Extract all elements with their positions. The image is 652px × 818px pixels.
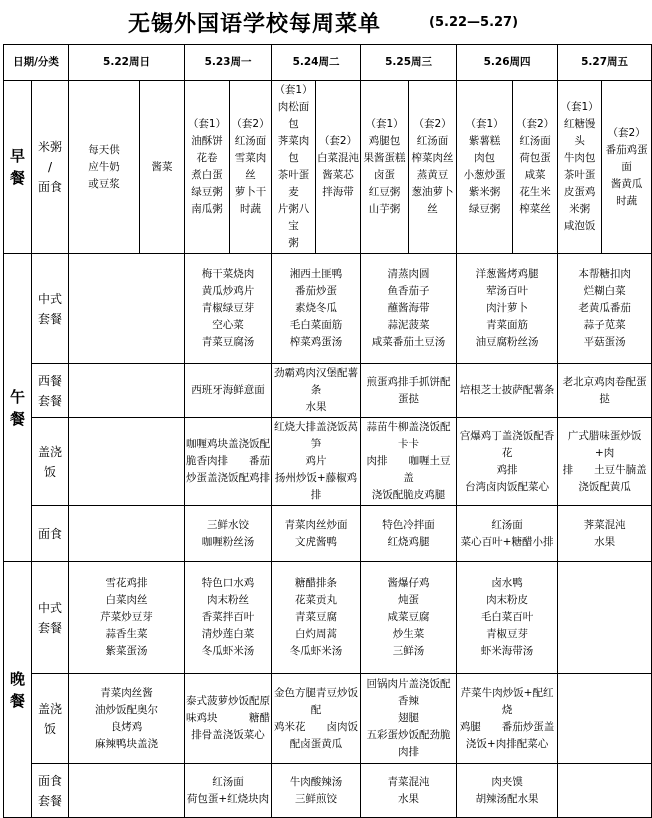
cell-line: 白菜混沌 [317, 152, 360, 164]
cell-line: 荠菜混沌 [583, 518, 626, 531]
cell-line: 小葱炒蛋 [463, 169, 506, 181]
breakfast-sun-a [69, 81, 140, 254]
lunch-western-wed: 煎蛋鸡排手抓饼配蛋挞 [361, 364, 457, 418]
lunch-rice-row [4, 418, 652, 506]
dinner-set-mon [185, 562, 272, 674]
cell-line: 葱油萝卜丝 [411, 186, 454, 215]
dinner-noodle-row [4, 764, 652, 818]
breakfast-thu-set2 [513, 81, 558, 254]
cell-line: 特色口水鸡 [201, 577, 255, 589]
lunch-western-fri: 老北京鸡肉卷配蛋挞 [558, 364, 652, 418]
cell-line: 鸡米花 卤肉饭 [274, 720, 359, 733]
title-row [0, 0, 630, 44]
cell-line: 榨菜鸡蛋汤 [289, 336, 343, 348]
lunch-noodle-fri [558, 506, 652, 562]
cell-line: 三鲜汤 [392, 645, 425, 657]
cell-line: 荷包蛋 [519, 152, 551, 164]
cell-line: 饭 [43, 464, 56, 479]
cell-line: 糖醋排条 [295, 577, 338, 589]
cell-line: 芹菜炒豆芽 [100, 611, 153, 623]
cell-line: 茶叶蛋麦 [277, 169, 310, 198]
cell-line: 回锅肉片盖浇饭配香辣 [366, 678, 451, 707]
cell-line: 牛肉酸辣汤 [289, 775, 343, 788]
cell-line: 肉汁萝卜 [486, 302, 529, 314]
cell-line: 脆香肉排 番茄 [186, 455, 271, 467]
lunch-noodle-mon [185, 506, 272, 562]
cell-line: 三鲜水饺 [207, 518, 250, 531]
cell-line: 水果 [594, 535, 616, 548]
cell-line: 面食 [37, 180, 62, 194]
cell-line: 餐 [9, 409, 25, 428]
cell-line: （套2） [231, 118, 270, 130]
lunch-rice-fri [558, 418, 652, 506]
cell-line: 肉排 咖喱土豆盖 [366, 455, 451, 484]
category-label [32, 506, 69, 562]
cell-line: 本帮糖扣肉 [578, 268, 631, 280]
cell-line: 老黄瓜番茄 [578, 302, 631, 314]
cell-line: 炒蛋盖浇饭配鸡排 [186, 472, 271, 484]
cell-line: 红烧鸡腿 [387, 535, 430, 548]
cell-line: 中式 [37, 600, 62, 615]
cell-line: 时蔬 [616, 194, 638, 207]
cell-line: 炒生菜 [392, 628, 425, 640]
lunch-noodle-thu [457, 506, 558, 562]
breakfast-fri-set1 [558, 81, 602, 254]
cell-line: 油豆腐粉丝汤 [475, 336, 539, 348]
lunch-set-tue [272, 254, 361, 364]
header-row [4, 45, 652, 81]
cell-line: 榨菜肉丝 [411, 152, 454, 164]
lunch-western-tue [272, 364, 361, 418]
cell-line: 应牛奶 [88, 160, 120, 173]
category-label [32, 764, 69, 818]
dinner-rice-mon [185, 674, 272, 764]
cell-line: （套1） [365, 118, 404, 130]
cell-line: 片粥八宝 [277, 203, 310, 232]
cell-line: 每天供 [88, 143, 120, 156]
cell-line: 盖浇 [37, 701, 62, 716]
cell-line: 肉包 [474, 152, 496, 164]
cell-line: 平菇蛋汤 [583, 336, 626, 348]
cell-line: 红糖馒头 [563, 118, 596, 147]
cell-line: 油酥饼 [191, 135, 223, 147]
cell-line: 毛白菜面筋 [289, 319, 343, 331]
lunch-set-thu [457, 254, 558, 364]
cell-line: 红汤面 [212, 775, 244, 788]
cell-line: 米粥 [37, 140, 62, 154]
category-label [32, 81, 69, 254]
empty-cell [69, 764, 185, 818]
cell-line: 牛肉包 [563, 152, 596, 164]
cell-line: 蘸酱海带 [387, 302, 430, 314]
cell-line: 毛白菜百叶 [480, 611, 534, 623]
empty-cell [69, 418, 185, 506]
empty-cell [69, 254, 185, 364]
cell-line: 浇饭+肉排配菜心 [465, 737, 549, 750]
cell-line: 胡辣汤配水果 [475, 792, 539, 805]
cell-line: 粥 [288, 237, 299, 249]
cell-line: （套2） [413, 118, 452, 130]
cell-line: 肉夹馍 [491, 775, 523, 788]
cell-line: 劲霸鸡肉汉堡配薯条 [274, 367, 359, 396]
cell-line: 扬州炒饭+藤椒鸡排 [274, 472, 358, 501]
cell-line: / [47, 160, 53, 174]
cell-line: 泰式菠萝炒饭配原 [186, 695, 271, 707]
cell-line: 套餐 [37, 793, 62, 808]
cell-line: 榨菜丝 [519, 203, 551, 215]
cell-line: 蒜泥菠菜 [387, 319, 430, 331]
meal-label [4, 254, 32, 562]
cell-line: 配卤蛋黄瓜 [289, 737, 343, 750]
cell-line: 花生米 [519, 186, 551, 198]
cell-line: 绿豆粥 [191, 186, 223, 198]
cell-line: 套餐 [37, 393, 62, 408]
dinner-noodle-thu [457, 764, 558, 818]
cell-line: 咖喱粉丝汤 [201, 535, 255, 548]
cell-line: 金色方腿青豆炒饭配 [274, 686, 359, 716]
cell-line: 良烤鸡 [110, 720, 143, 733]
cell-line: 花卷 [196, 152, 218, 164]
cell-line: 台湾卤肉饭配菜心 [465, 480, 550, 493]
cell-line: 酱菜芯 [322, 169, 354, 181]
cell-line: 红汤面 [491, 518, 523, 531]
cell-line: 咖喱鸡块盖浇饭配 [186, 438, 271, 450]
empty-cell [69, 364, 185, 418]
cell-line: 酱黄瓜 [610, 177, 643, 190]
breakfast-sun-b [140, 81, 185, 254]
lunch-western-row [4, 364, 652, 418]
cell-line: 鱼香茄子 [387, 285, 430, 297]
cell-line: 冬瓜虾米汤 [289, 645, 343, 657]
dinner-set-wed [361, 562, 457, 674]
cell-line: 青菜面筋 [486, 319, 529, 331]
cell-line: 餐 [9, 691, 25, 710]
cell-line: 咸菜番茄土豆汤 [371, 336, 446, 348]
cell-line: 宫爆鸡丁盖浇饭配香花 [459, 429, 555, 459]
cell-line: 紫菜蛋汤 [105, 645, 148, 657]
breakfast-wed-set1 [361, 81, 409, 254]
breakfast-tue-set1 [272, 81, 316, 254]
cell-line: 套餐 [37, 620, 62, 635]
dinner-rice-row [4, 674, 652, 764]
empty-cell [558, 674, 652, 764]
lunch-set-mon [185, 254, 272, 364]
cell-line: 鸡片 [305, 455, 327, 467]
cell-line: 肉末粉丝 [207, 594, 250, 606]
cell-line: 面食 [37, 526, 62, 541]
breakfast-row [4, 81, 652, 254]
cell-line: 红烧大排盖浇饭莴笋 [274, 421, 359, 450]
breakfast-mon-set2 [230, 81, 272, 254]
cell-line: 三鲜煎饺 [295, 792, 338, 805]
cell-line: 清炒莲白菜 [201, 628, 255, 640]
cell-line: 水果 [305, 401, 327, 413]
cell-line: 拌海带 [322, 186, 354, 198]
cell-line: 番茄鸡蛋面 [605, 143, 648, 173]
cell-line: 午 [9, 387, 25, 406]
cell-line: 荷包蛋+红烧块肉 [186, 792, 270, 805]
cell-line: 咸菜豆腐 [387, 611, 430, 623]
dinner-rice-tue [272, 674, 361, 764]
cell-line: 肉松面包 [277, 101, 310, 130]
lunch-set-wed [361, 254, 457, 364]
dinner-rice-wed [361, 674, 457, 764]
lunch-noodle-wed [361, 506, 457, 562]
cell-line: 黄瓜炒鸡片 [201, 285, 255, 297]
cell-line: 鸡腿包 [368, 135, 401, 147]
cell-line: 清蒸肉圆 [387, 268, 430, 280]
cell-line: 白菜肉丝 [105, 594, 148, 606]
cell-line: 蒜香生菜 [105, 628, 148, 640]
cell-line: 芹菜牛肉炒饭+配红烧 [460, 686, 554, 716]
day-header: 5.27周五 [558, 45, 652, 81]
cell-line: 素烧冬瓜 [295, 302, 338, 314]
cell-line: 咸泡饭 [563, 220, 596, 232]
breakfast-mon-set1 [185, 81, 230, 254]
cell-line: 鸡排 [496, 463, 518, 476]
cell-line: 酱爆仔鸡 [387, 577, 430, 589]
cell-line: 绿豆粥 [468, 203, 501, 215]
lunch-rice-thu [457, 418, 558, 506]
cell-line: 酱菜 [151, 160, 173, 173]
cell-line: 特色冷拌面 [382, 518, 435, 531]
category-label [32, 418, 69, 506]
dinner-set-row [4, 562, 652, 674]
cell-line: 煮白蛋 [191, 169, 223, 181]
dinner-rice-sun [69, 674, 185, 764]
cell-line: 广式腊味蛋炒饭+肉 [567, 429, 642, 459]
cell-line: 洋葱酱烤鸡腿 [475, 268, 539, 280]
cell-line: 青菜肉丝酱 [100, 686, 153, 699]
cell-line: 鸡腿 番茄炒蛋盖 [459, 720, 555, 733]
column-label: 日期/分类 [4, 45, 69, 81]
cell-line: 蒜子苋菜 [583, 319, 626, 331]
cell-line: 青菜肉丝炒面 [284, 518, 348, 531]
cell-line: 萝卜干 [234, 186, 267, 198]
cell-line: 蒸黄豆 [416, 169, 449, 181]
breakfast-thu-set1 [457, 81, 513, 254]
cell-line: 餐 [9, 169, 25, 187]
cell-line: 荠菜肉包 [277, 135, 310, 164]
cell-line: 饭 [43, 721, 56, 736]
cell-line: 青菜混沌 [387, 775, 430, 788]
dinner-set-tue [272, 562, 361, 674]
cell-line: 翅腿 [398, 712, 420, 724]
cell-line: 香菜拌百叶 [201, 611, 255, 623]
cell-line: 湘西土匪鸭 [289, 268, 343, 280]
cell-line: 青椒豆芽 [486, 628, 529, 640]
day-header: 5.22周日 [69, 45, 185, 81]
lunch-noodle-row [4, 506, 652, 562]
cell-line: 烂糊白菜 [583, 285, 626, 297]
cell-line: 花菜贡丸 [295, 594, 338, 606]
day-header: 5.24周二 [272, 45, 361, 81]
cell-line: 山芋粥 [368, 203, 401, 215]
cell-line: 红汤面 [234, 135, 267, 147]
dinner-set-sun [69, 562, 185, 674]
cell-line: 排 土豆牛腩盖 [562, 463, 647, 476]
cell-line: 麻辣鸭块盖浇 [95, 737, 158, 750]
empty-cell [69, 506, 185, 562]
lunch-rice-wed [361, 418, 457, 506]
day-header: 5.25周三 [361, 45, 457, 81]
cell-line: 中式 [37, 291, 62, 306]
lunch-set-fri [558, 254, 652, 364]
meal-label [4, 81, 32, 254]
cell-line: 早 [9, 147, 25, 165]
cell-line: 红汤面 [519, 135, 551, 147]
dinner-noodle-tue [272, 764, 361, 818]
dinner-rice-thu [457, 674, 558, 764]
cell-line: 味鸡块 糖醋 [186, 712, 271, 724]
breakfast-fri-set2 [602, 81, 652, 254]
lunch-noodle-tue [272, 506, 361, 562]
lunch-rice-mon [185, 418, 272, 506]
cell-line: 炖蛋 [398, 594, 420, 606]
cell-line: 皮蛋鸡米粥 [563, 186, 596, 215]
category-label [32, 364, 69, 418]
cell-line: 雪菜肉丝 [234, 152, 267, 181]
cell-line: 菜心百叶+糖醋小排 [460, 535, 554, 548]
page-title: 无锡外国语学校每周菜单 [128, 11, 382, 37]
cell-line: 文虎酱鸭 [295, 535, 338, 548]
cell-line: 盖浇 [37, 444, 62, 459]
cell-line: 西餐 [37, 373, 62, 388]
cell-line: 晚 [9, 669, 25, 688]
lunch-western-mon: 西班牙海鲜意面 [185, 364, 272, 418]
empty-cell [558, 764, 652, 818]
cell-line: （套2） [318, 135, 358, 147]
dinner-noodle-wed [361, 764, 457, 818]
cell-line: 青菜豆腐汤 [201, 336, 255, 348]
weekly-menu-table [3, 44, 652, 818]
cell-line: （套1） [560, 101, 599, 113]
cell-line: 红汤面 [416, 135, 449, 147]
dinner-noodle-mon [185, 764, 272, 818]
cell-line: 果酱蛋糕 [363, 152, 406, 164]
cell-line: 梅干菜烧肉 [201, 268, 255, 280]
cell-line: 卤水鸭 [491, 577, 523, 589]
cell-line: 蒜苗牛柳盖浇饭配卡卡 [366, 421, 451, 450]
cell-line: 青椒绿豆芽 [201, 302, 255, 314]
cell-line: 咸菜 [524, 169, 546, 181]
breakfast-wed-set2 [409, 81, 457, 254]
day-header: 5.23周一 [185, 45, 272, 81]
cell-line: （套2） [515, 118, 555, 130]
date-range: (5.22—5.27) [429, 14, 519, 30]
cell-line: 虾米海带汤 [480, 645, 534, 657]
category-label [32, 674, 69, 764]
cell-line: （套1） [465, 118, 504, 130]
dinner-set-thu [457, 562, 558, 674]
meal-label [4, 562, 32, 818]
cell-line: 冬瓜虾米汤 [201, 645, 255, 657]
cell-line: 紫薯糕 [468, 135, 501, 147]
cell-line: 青菜豆腐 [295, 611, 338, 623]
cell-line: 白灼周蒿 [295, 628, 338, 640]
cell-line: 肉末粉皮 [486, 594, 529, 606]
day-header: 5.26周四 [457, 45, 558, 81]
cell-line: 面食 [37, 773, 62, 788]
lunch-western-thu: 培根芝士披萨配薯条 [457, 364, 558, 418]
lunch-rice-tue [272, 418, 361, 506]
cell-line: 紫米粥 [468, 186, 501, 198]
category-label [32, 562, 69, 674]
cell-line: 荤汤百叶 [486, 285, 529, 297]
cell-line: 红豆粥 [368, 186, 401, 198]
cell-line: 或豆浆 [88, 177, 120, 190]
cell-line: 排骨盖浇饭菜心 [191, 729, 265, 741]
cell-line: （套1） [274, 84, 313, 96]
cell-line: 番茄炒蛋 [295, 285, 338, 297]
cell-line: 茶叶蛋 [563, 169, 596, 181]
cell-line: 空心菜 [212, 319, 244, 331]
category-label [32, 254, 69, 364]
cell-line: 南瓜粥 [191, 203, 223, 215]
empty-cell [558, 562, 652, 674]
cell-line: （套1） [187, 118, 227, 130]
cell-line: 五彩蛋炒饭配劲脆肉排 [366, 729, 451, 758]
lunch-set-row [4, 254, 652, 364]
cell-line: 水果 [398, 792, 420, 805]
cell-line: 浇饭配黄瓜 [578, 480, 631, 493]
cell-line: （套2） [607, 126, 646, 139]
cell-line: 浇饭配脆皮鸡腿 [371, 489, 446, 501]
cell-line: 套餐 [37, 311, 62, 326]
cell-line: 卤蛋 [374, 169, 396, 181]
cell-line: 时蔬 [240, 203, 262, 215]
breakfast-tue-set2 [316, 81, 361, 254]
cell-line: 油炒饭配奥尔 [95, 703, 158, 716]
cell-line: 雪花鸡排 [105, 577, 148, 589]
